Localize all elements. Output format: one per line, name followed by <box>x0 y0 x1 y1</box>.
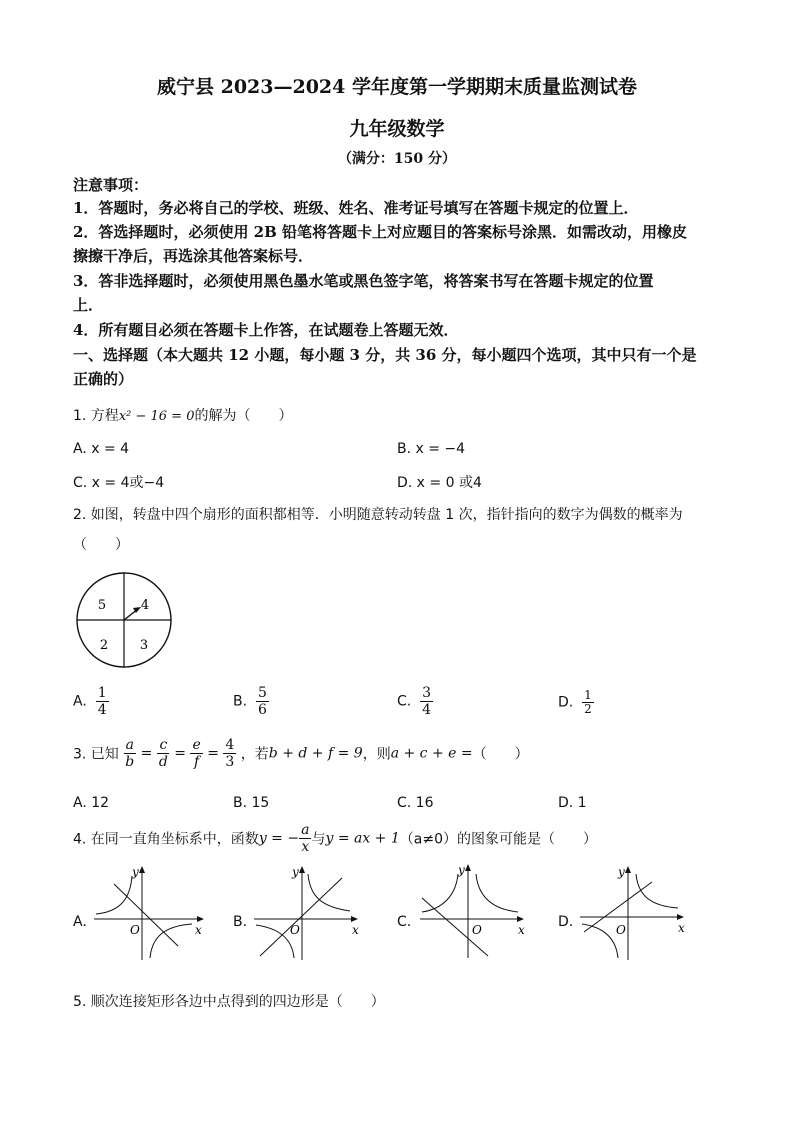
q2-option-b-label: B. <box>233 693 248 710</box>
notice-item-1: 1．答题时，务必将自己的学校、班级、姓名、准考证号填写在答题卡规定的位置上． <box>73 199 639 217</box>
q3-frac2-den: d <box>158 754 168 770</box>
question-1 <box>73 405 292 425</box>
q2-option-c-num: 3 <box>422 685 432 701</box>
q4c-y-label: y <box>458 863 465 877</box>
q3-condition: b + d + f = 9 <box>268 745 363 762</box>
q4c-x-arrow-icon <box>517 916 524 922</box>
question-3: 3. 已知 $\frac{a}{b}$ = $\frac{c}{d}$ = $\frac{e}{f}$ = $\frac{4}{3}$ ，若b + d + f = 9，则a + c + e =（ ） <box>73 737 529 770</box>
section-heading-line2: 正确的） <box>73 370 134 388</box>
q4b-y-arrow-icon <box>299 866 305 873</box>
q4c-hyperbola-upper-right <box>476 874 518 912</box>
notice-item-3-cont: 上． <box>73 296 104 314</box>
q3-paren: （ ） <box>472 746 529 763</box>
q4-option-c-label: C. <box>397 914 412 930</box>
exam-title: 威宁县 2023—2024 学年度第一学期期末质量监测试卷 <box>157 76 637 98</box>
q4-option-d-label: D. <box>558 914 574 930</box>
q2-option-c <box>397 685 433 718</box>
q4-prefix: 4. 在同一直角坐标系中，函数 <box>73 831 259 848</box>
q3-option-a: A. 12 <box>73 795 110 811</box>
q3-then: ，则 <box>362 746 391 763</box>
full-score: （满分：150 分） <box>337 151 457 167</box>
q2-paren: （ ） <box>73 537 129 553</box>
q4-graph-a <box>92 862 207 962</box>
q4a-origin-label: O <box>130 923 140 937</box>
q4b-x-label: x <box>352 923 359 937</box>
spinner-label-4: 4 <box>140 598 150 613</box>
q3-option-d: D. 1 <box>558 795 587 811</box>
spinner-label-5: 5 <box>97 598 107 613</box>
q2-option-a-label: A. <box>73 693 87 710</box>
q4-suffix: 的图象可能是（ ） <box>457 831 597 848</box>
q4a-x-arrow-icon <box>197 916 204 922</box>
q4-graph-b <box>252 862 367 962</box>
exam-subtitle: 九年级数学 <box>349 118 445 140</box>
q4-cond: （a≠0） <box>399 831 457 848</box>
question-2: 2. 如图，转盘中四个扇形的面积都相等．小明随意转动转盘 1 次，指针指向的数字为偶数的概率为 <box>73 507 683 523</box>
question-4 <box>73 822 597 855</box>
q4-graph-d <box>578 862 693 962</box>
q4c-x-label: x <box>518 923 525 937</box>
spinner-label-2: 2 <box>99 638 109 653</box>
q4-graph-c <box>418 860 533 960</box>
q4c-y-arrow-icon <box>465 864 471 871</box>
q4-func2: y = ax + 1 <box>325 830 400 847</box>
spinner-figure <box>74 570 174 670</box>
q4d-origin-label: O <box>616 923 626 937</box>
q2-option-a-den: 4 <box>97 702 107 718</box>
q1-suffix: 的解为（ ） <box>194 408 293 424</box>
q2-option-a-num: 1 <box>97 685 107 701</box>
notice-item-3: 3．答非选择题时，必须使用黑色墨水笔或黑色签字笔，将答案书写在答题卡规定的位置 <box>73 272 654 290</box>
notice-heading: 注意事项： <box>73 176 149 194</box>
q4d-x-label: x <box>678 921 685 935</box>
notice-item-2: 2．答选择题时，必须使用 2B 铅笔将答题卡上对应题目的答案标号涂黑．如需改动，用橡皮 <box>73 223 688 241</box>
q4-func1-den: x <box>301 839 310 855</box>
q4a-line <box>114 884 178 946</box>
q3-option-b: B. 15 <box>233 795 270 811</box>
q2-option-c-den: 4 <box>422 702 432 718</box>
q4d-x-arrow-icon <box>677 914 684 920</box>
q4b-y-label: y <box>292 865 299 879</box>
q3-frac3-num: e <box>192 737 201 753</box>
section-heading-line1: 一、选择题（本大题共 12 小题，每小题 3 分，共 36 分，每小题四个选项，其中只有一个是 <box>73 346 697 364</box>
q4b-hyperbola-upper-right <box>308 874 350 911</box>
q2-option-b <box>233 685 269 718</box>
q3-frac1-den: b <box>125 754 135 770</box>
q1-option-c: C. x = 4或−4 <box>73 475 165 491</box>
q4-func1-lhs: y = − <box>258 830 300 847</box>
q2-option-d <box>558 689 594 716</box>
q4-func1-num: a <box>301 822 310 838</box>
spinner-label-3: 3 <box>139 638 149 653</box>
notice-item-4: 4．所有题目必须在答题卡上作答，在试题卷上答题无效． <box>73 321 459 339</box>
q4c-origin-label: O <box>472 923 482 937</box>
q4a-x-label: x <box>195 923 202 937</box>
q4a-y-arrow-icon <box>139 866 145 873</box>
q2-option-d-den: 2 <box>584 702 592 716</box>
q4a-hyperbola-right <box>150 924 192 958</box>
q3-frac2-num: c <box>159 737 168 753</box>
q4d-hyperbola-upper-right <box>636 874 678 908</box>
q3-middle: ，若 <box>240 746 269 763</box>
q4b-line <box>260 878 342 956</box>
q4-option-b-label: B. <box>233 914 248 930</box>
q3-frac1-num: a <box>125 737 134 753</box>
q4a-hyperbola-left <box>96 876 132 914</box>
q2-option-d-num: 1 <box>584 688 592 702</box>
q1-prefix: 1. 方程 <box>73 408 119 424</box>
q1-option-b: B. x = −4 <box>397 441 466 457</box>
q2-option-c-label: C. <box>397 693 412 710</box>
notice-item-2-cont: 擦擦干净后，再选涂其他答案标号． <box>73 247 314 265</box>
q2-option-a <box>73 685 109 718</box>
q3-frac4-den: 3 <box>225 754 235 770</box>
q3-target: a + c + e = <box>390 745 473 762</box>
q4d-y-label: y <box>618 865 625 879</box>
q4-mid: 与 <box>311 831 326 848</box>
q4-option-a-label: A. <box>73 914 87 930</box>
q2-option-d-label: D. <box>558 694 574 711</box>
q4d-y-arrow-icon <box>625 866 631 873</box>
q4a-y-label: y <box>132 865 139 879</box>
q1-option-d: D. x = 0 或4 <box>397 475 482 491</box>
q3-frac3-den: f <box>194 754 200 770</box>
question-5: 5. 顺次连接矩形各边中点得到的四边形是（ ） <box>73 994 385 1010</box>
q3-option-c: C. 16 <box>397 795 434 811</box>
q1-option-a: A. x = 4 <box>73 441 130 457</box>
q4b-x-arrow-icon <box>351 916 358 922</box>
q2-option-b-den: 6 <box>257 702 267 718</box>
q3-frac4-num: 4 <box>225 737 235 753</box>
q1-equation: x² − 16 = 0 <box>118 409 195 424</box>
q4b-origin-label: O <box>290 923 300 937</box>
q4c-hyperbola-upper-left <box>422 874 458 912</box>
q2-option-b-num: 5 <box>257 685 267 701</box>
q3-prefix: 3. 已知 <box>73 746 119 763</box>
